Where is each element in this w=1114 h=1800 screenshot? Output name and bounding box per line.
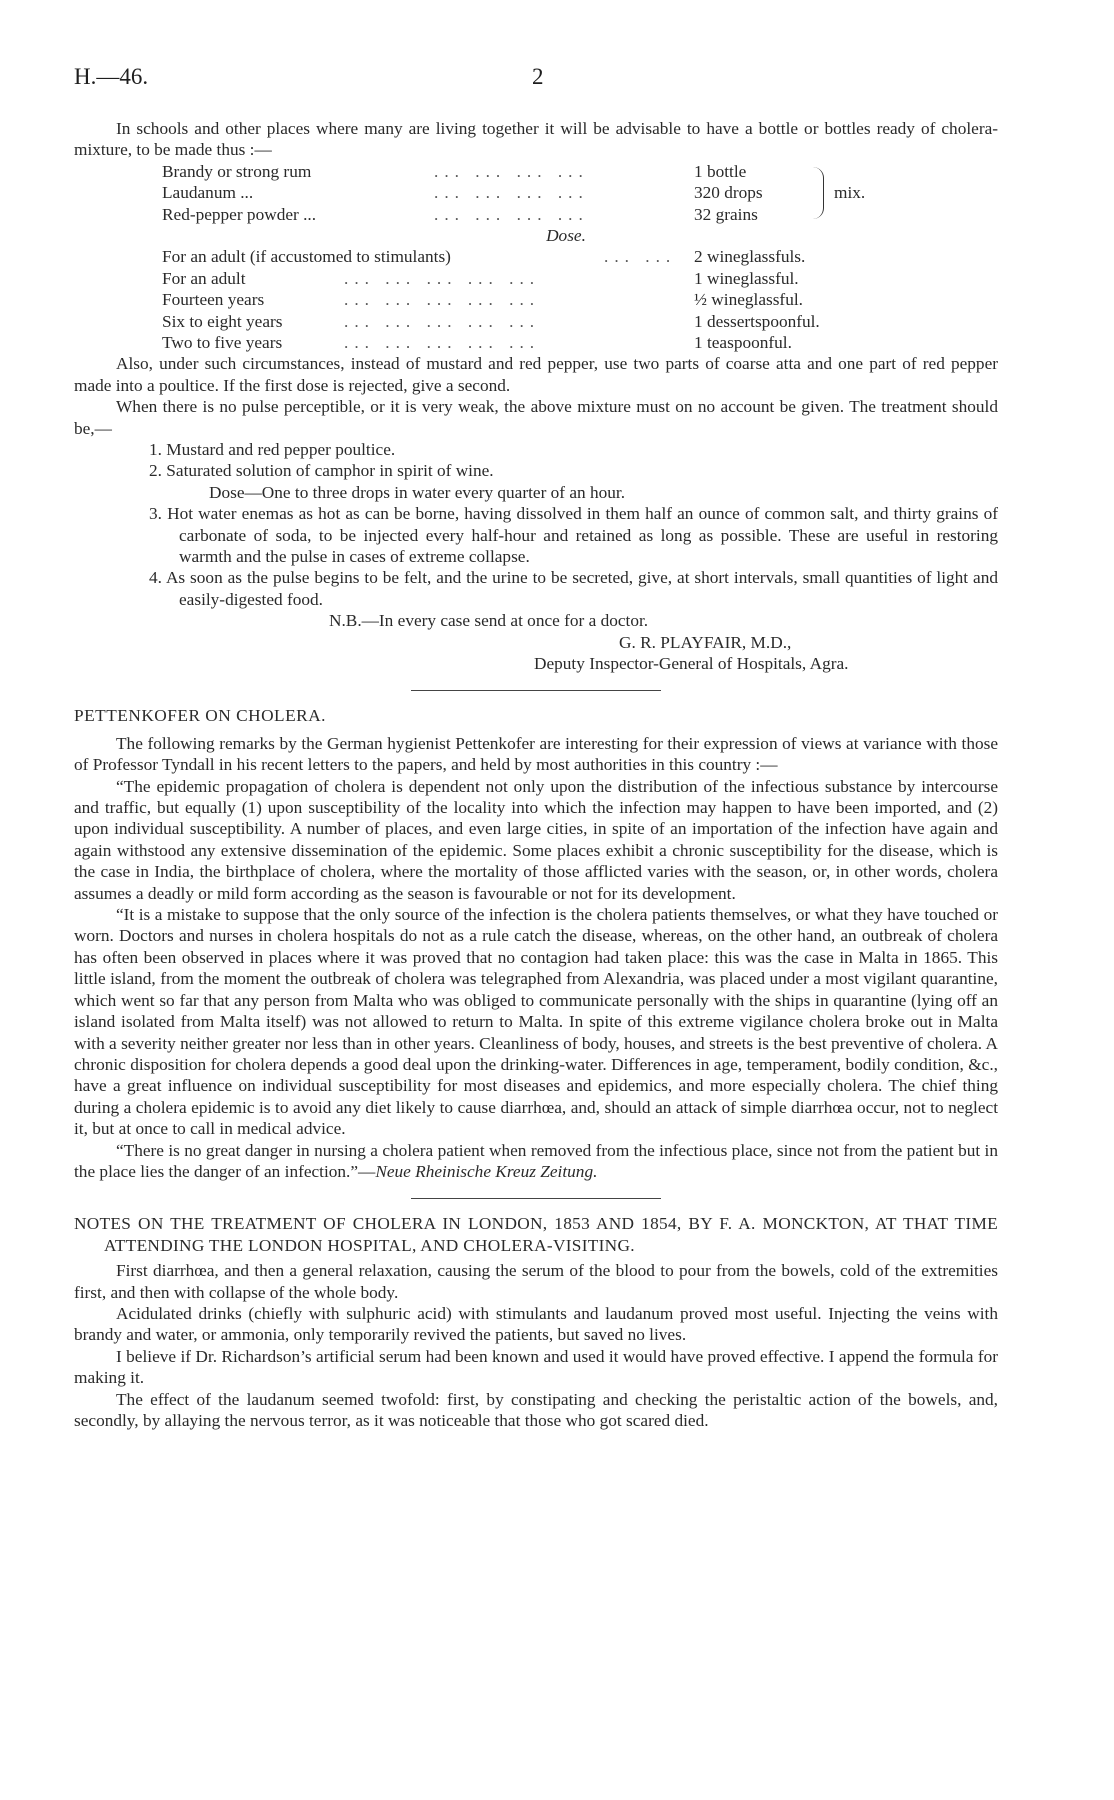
dose-amount: 1 teaspoonful. [694,332,792,352]
item-text: Mustard and red pepper poultice. [166,439,396,459]
quote-source: Neue Rheinische Kreuz Zeitung. [375,1161,598,1181]
dose-recipient: For an adult (if accustomed to stimulants) [162,247,451,267]
treatment-item [74,439,998,460]
dose-recipient: Two to five years [162,332,283,352]
item-number: 3. [149,504,162,524]
dose-recipient: Six to eight years [162,311,283,331]
mixture-row [74,161,998,182]
curly-brace [813,167,824,219]
leader-dots: ... ... ... ... ... [344,332,541,352]
mixture-amount: 320 drops [694,183,763,203]
treatment-item [74,460,998,481]
mixture-amount: 1 bottle [694,161,747,181]
notes-paragraph: First diarrhœa, and then a general relaxation, causing the serum of the blood to pour from the bowels, cold of the extremities first, and then with collapse of the whole body. [74,1261,998,1302]
item-number: 2. [149,461,162,481]
pettenkofer-paragraph [74,1140,998,1183]
leader-dots: ... ... ... ... [434,161,589,181]
quote-text: “There is no great danger in nursing a cholera patient when removed from the infectious place, since not from the patient but in the place lies the danger of an infection.”— [74,1140,998,1181]
dose-note-text: Dose—One to three drops in water every quarter of an hour. [209,482,626,502]
intro-paragraph: In schools and other places where many are living together it will be advisable to have a bottle or bottles ready of cholera-mixture, to be made thus :— [74,119,998,160]
item-number: 4. [149,568,162,588]
mixture-ingredient: Brandy or strong rum [162,161,312,181]
dose-amount: 2 wineglassfuls. [694,247,806,267]
dose-row [74,332,998,353]
page-body [74,118,998,1431]
signature-title: Deputy Inspector-General of Hospitals, Agra. [534,654,849,674]
paragraph-also: Also, under such circumstances, instead of mustard and red pepper, use two parts of coarse atta and one part of red pepper made into a poultice. If the first dose is rejected, give a second. [74,354,998,395]
paragraph-when: When there is no pulse perceptible, or it is very weak, the above mixture must on no account be given. The treatment should be,— [74,397,998,438]
leader-dots: ... ... ... ... [434,204,589,224]
treatment-item [74,503,998,567]
mixture-amount: 32 grains [694,204,758,224]
dose-row [74,246,998,267]
section-divider [411,1198,661,1199]
page-number: 2 [532,64,544,89]
dose-recipient: For an adult [162,268,246,288]
section-divider [411,690,661,691]
item-text: Hot water enemas as hot as can be borne, having dissolved in them half an ounce of common salt, and thirty grains of carbonate of soda, to be injected every half-hour and retained as long as possible. These are useful in restoring warmth and the pulse in cases of extreme collapse. [167,504,998,566]
dose-row [74,289,998,310]
dose-table [74,246,998,353]
nota-bene: N.B.—In every case send at once for a doctor. [329,611,649,631]
item-text: As soon as the pulse begins to be felt, and the urine to be secreted, give, at short intervals, small quantities of light and easily-digested food. [165,568,998,609]
treatment-list [74,439,998,610]
leader-dots: ... ... ... ... ... [344,311,541,331]
notes-paragraph: I believe if Dr. Richardson’s artificial serum had been known and used it would have proved effective. I append the formula for making it. [74,1346,998,1388]
signature-name: G. R. PLAYFAIR, M.D., [619,632,792,652]
item-text: Saturated solution of camphor in spirit of wine. [166,461,494,481]
pettenkofer-paragraph: “The epidemic propagation of cholera is dependent not only upon the distribution of the infectious substance by intercourse and traffic, but equally (1) upon susceptibility of the locality into which the infection may happen to have been imported, and (2) upon individual susceptibility. A number of places, and even large cities, in spite of an importation of the infection have again and again withstood any extensive dissemination of the epidemic. Some places exhibit a chronic susceptibility for the disease, which is the case in India, the birthplace of cholera, where the mortality of those afflicted varies with the season, or, in other words, cholera assumes a deadly or mild form according as the season is favourable or not for its development. [74,776,998,903]
document-reference: H.—46. [74,64,149,89]
pettenkofer-paragraph: “It is a mistake to suppose that the only source of the infection is the cholera patients themselves, or what they have touched or worn. Doctors and nurses in cholera hospitals do not as a rule catch the disease, whereas, on the other hand, an outbreak of cholera has often been observed in places where it was proved that no contagion had taken place: this was the case in Malta in 1865. This little island, from the moment the outbreak of cholera was telegraphed from Alexandria, was placed under a most vigilant quarantine, which went so far that any person from Malta who was obliged to communicate personally with the ships in quarantine (lying off an island isolated from Malta itself) was not allowed to return to Malta. In spite of this extreme vigilance cholera broke out in Malta with a severity neither greater nor less than in other years. Cleanliness of body, houses, and streets is the best preventive of cholera. A chronic disposition for cholera depends a good deal upon the drinking-water. Differences in age, temperament, bodily condition, &c., have a great influence on individual susceptibility for most diseases and epidemics, and more especially cholera. The chief thing during a cholera epidemic is to avoid any diet likely to cause diarrhœa, and, should an attack of simple diarrhœa occur, not to neglect it, but at once to call in medical advice. [74,905,998,1139]
pettenkofer-paragraph: The following remarks by the German hygienist Pettenkofer are interesting for their expression of views at variance with those of Professor Tyndall in his recent letters to the papers, and held by most authorities in this country :— [74,733,998,775]
mixture-table [74,161,998,225]
dose-recipient: Fourteen years [162,290,265,310]
leader-dots: ... ... ... ... [434,183,589,203]
leader-dots: ... ... ... ... ... [344,290,541,310]
dose-row [74,311,998,332]
mixture-ingredient: Laudanum ... [162,183,254,203]
section-title-notes: NOTES ON THE TREATMENT OF CHOLERA IN LONDON, 1853 AND 1854, BY F. A. MONCKTON, AT THAT TIME ATTENDING THE LONDON HOSPITAL, AND CHOLERA-VISITING. [74,1214,998,1255]
notes-paragraph: Acidulated drinks (chiefly with sulphuric acid) with stimulants and laudanum proved most useful. Injecting the veins with brandy and water, or ammonia, only temporarily revived the patients, but saved no lives. [74,1303,998,1345]
treatment-item [74,567,998,610]
section-title-pettenkofer: PETTENKOFER ON CHOLERA. [74,706,326,726]
dose-row [74,268,998,289]
dose-amount: 1 wineglassful. [694,268,799,288]
mixture-row [74,182,998,203]
item-number: 1. [149,439,162,459]
dose-note [74,482,998,503]
mix-label: mix. [834,183,866,203]
dose-amount: ½ wineglassful. [694,290,803,310]
mixture-row [74,204,998,225]
dose-heading: Dose. [546,225,586,245]
leader-dots: ... ... [604,247,677,267]
notes-paragraph: The effect of the laudanum seemed twofold: first, by constipating and checking the peristaltic action of the bowels, and, secondly, by allaying the nervous terror, as it was noticeable that those who got scared died. [74,1389,998,1431]
leader-dots: ... ... ... ... ... [344,268,541,288]
mixture-ingredient: Red-pepper powder ... [162,204,317,224]
dose-amount: 1 dessertspoonful. [694,311,820,331]
